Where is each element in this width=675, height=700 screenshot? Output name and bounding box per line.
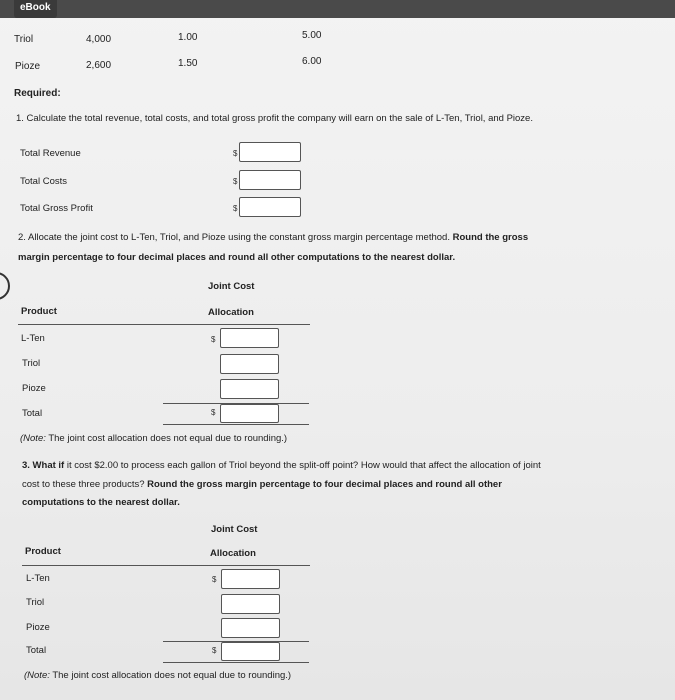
q3-prompt-bold2: Round the gross margin percentage to four decimal places and round all other xyxy=(147,479,502,490)
q2-prompt-normal: 2. Allocate the joint cost to L-Ten, Triol, and Pioze using the constant gross margin percentage method. xyxy=(18,232,450,243)
required-label: Required: xyxy=(14,88,61,99)
q3-prompt-line3: computations to the nearest dollar. xyxy=(22,497,180,508)
q2-total-input[interactable] xyxy=(220,404,279,423)
q3-col-header-bottom: Allocation xyxy=(210,548,256,559)
q1-total-revenue-currency: $ xyxy=(233,149,238,158)
q3-l-ten-currency: $ xyxy=(212,575,217,584)
q1-total-revenue-label: Total Revenue xyxy=(20,148,81,159)
window-titlebar xyxy=(0,0,675,18)
row-gallons-pioze: 2,600 xyxy=(86,60,112,71)
q2-col-header-top: Joint Cost xyxy=(208,281,255,292)
q2-prompt-line1 xyxy=(18,232,528,243)
row-price1-pioze: 1.50 xyxy=(178,58,198,69)
q3-prompt-normal2: cost to these three products? xyxy=(22,479,145,490)
q1-total-gross-profit-label: Total Gross Profit xyxy=(20,203,93,214)
q3-pioze-input[interactable] xyxy=(221,618,280,638)
q3-total-input[interactable] xyxy=(221,642,280,661)
q3-col-header-top: Joint Cost xyxy=(211,524,258,535)
row-price2-pioze: 6.00 xyxy=(302,56,322,67)
q2-note xyxy=(20,433,287,444)
q3-total-label: Total xyxy=(26,645,47,656)
q3-note-text: The joint cost allocation does not equal due to rounding.) xyxy=(52,670,292,681)
row-name-pioze: Pioze xyxy=(15,61,41,72)
row-name-triol: Triol xyxy=(14,34,34,45)
q2-total-currency: $ xyxy=(211,408,216,417)
q2-triol-input[interactable] xyxy=(220,354,279,374)
app-title: eBook xyxy=(14,0,57,18)
q1-total-costs-input[interactable] xyxy=(239,170,301,190)
q2-note-prefix: (Note: xyxy=(20,433,46,444)
q1-total-costs-currency: $ xyxy=(233,177,238,186)
q3-prompt-line1 xyxy=(22,460,541,471)
q3-row-pioze: Pioze xyxy=(26,622,50,633)
q2-product-header: Product xyxy=(21,306,57,317)
q2-pioze-input[interactable] xyxy=(220,379,279,399)
q3-row-l-ten: L-Ten xyxy=(26,573,50,584)
q1-total-costs-label: Total Costs xyxy=(20,176,67,187)
q3-total-currency: $ xyxy=(212,646,217,655)
q3-l-ten-input[interactable] xyxy=(221,569,280,589)
q3-prompt-what-if: 3. What if xyxy=(22,460,65,471)
q1-total-gross-profit-input[interactable] xyxy=(239,197,301,217)
q2-row-l-ten: L-Ten xyxy=(21,333,45,344)
row-price2-triol: 5.00 xyxy=(302,30,322,41)
q1-total-gross-profit-currency: $ xyxy=(233,204,238,213)
q3-product-header: Product xyxy=(25,546,61,557)
q3-header-rule xyxy=(22,565,310,566)
q2-total-rule-bottom xyxy=(163,424,309,425)
q3-note-prefix: (Note: xyxy=(24,670,50,681)
q2-total-label: Total xyxy=(22,408,43,419)
scroll-indicator-icon xyxy=(0,272,10,300)
q2-l-ten-input[interactable] xyxy=(220,328,279,348)
q3-prompt-line2 xyxy=(22,479,502,490)
q3-triol-input[interactable] xyxy=(221,594,280,614)
q1-total-revenue-input[interactable] xyxy=(239,142,301,162)
q2-col-header-bottom: Allocation xyxy=(208,307,254,318)
q2-row-triol: Triol xyxy=(22,358,41,369)
q3-row-triol: Triol xyxy=(26,597,45,608)
row-gallons-triol: 4,000 xyxy=(86,34,112,45)
q2-prompt-bold: Round the gross xyxy=(452,232,529,243)
q2-header-rule xyxy=(18,324,310,325)
q2-prompt-line2: margin percentage to four decimal places and round all other computations to the nearest dollar. xyxy=(18,252,456,263)
q1-prompt: 1. Calculate the total revenue, total costs, and total gross profit the company will earn on the sale of L-Ten, Triol, and Pioze. xyxy=(16,113,533,124)
q2-row-pioze: Pioze xyxy=(22,383,46,394)
q3-prompt-normal1: it cost $2.00 to process each gallon of Triol beyond the split-off point? How would that affect the allocation of joint xyxy=(66,460,541,471)
row-price1-triol: 1.00 xyxy=(178,32,198,43)
q2-l-ten-currency: $ xyxy=(211,335,216,344)
q3-note xyxy=(24,670,291,681)
q3-total-rule-bottom xyxy=(163,662,309,663)
q2-note-text: The joint cost allocation does not equal due to rounding.) xyxy=(48,433,288,444)
